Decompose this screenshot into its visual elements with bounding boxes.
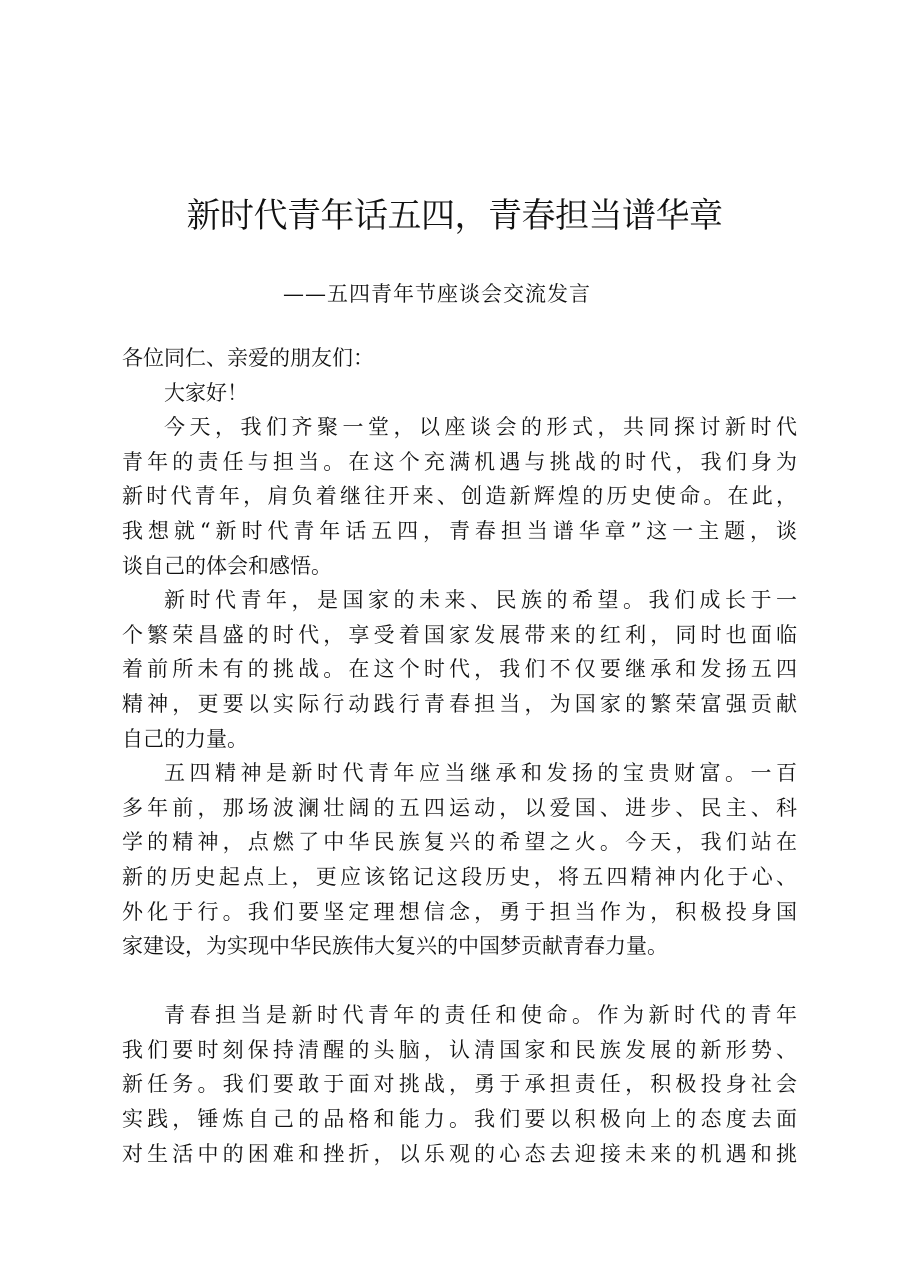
paragraph-line: 个繁荣昌盛的时代，享受着国家发展带来的红利，同时也面临 (122, 622, 797, 647)
paragraph-line: 青年的责任与担当。在这个充满机遇与挑战的时代，我们身为 (122, 449, 797, 474)
document-subtitle: ——五四青年节座谈会交流发言 (283, 282, 591, 306)
paragraph-line: 对生活中的困难和挫折，以乐观的心态去迎接未来的机遇和挑 (122, 1141, 797, 1166)
paragraph-line: 谈自己的体会和感悟。 (122, 553, 332, 578)
paragraph-line: 精神，更要以实际行动践行青春担当，为国家的繁荣富强贡献 (122, 691, 797, 716)
paragraph-line: 实践，锤炼自己的品格和能力。我们要以积极向上的态度去面 (122, 1107, 797, 1132)
document-body (122, 341, 797, 1171)
paragraph-line: 多年前，那场波澜壮阔的五四运动，以爱国、进步、民主、科 (122, 795, 797, 820)
paragraph-gap (122, 964, 797, 999)
paragraph-line: 新任务。我们要敢于面对挑战，勇于承担责任，积极投身社会 (122, 1072, 797, 1097)
paragraph-line: 我想就“新时代青年话五四，青春担当谱华章”这一主题，谈 (122, 518, 797, 543)
paragraph-line: 我们要时刻保持清醒的头脑，认清国家和民族发展的新形势、 (122, 1037, 797, 1062)
document-title: 新时代青年话五四，青春担当谱华章 (186, 196, 723, 236)
paragraph-line: 新的历史起点上，更应该铭记这段历史，将五四精神内化于心、 (122, 864, 797, 889)
greeting-line: 大家好！ (164, 380, 248, 405)
paragraph-line: 家建设，为实现中华民族伟大复兴的中国梦贡献青春力量。 (122, 934, 668, 959)
paragraph-line: 青春担当是新时代青年的责任和使命。作为新时代的青年 (164, 1003, 797, 1028)
paragraph-line: 新时代青年，是国家的未来、民族的希望。我们成长于一 (164, 588, 797, 613)
paragraph-line: 外化于行。我们要坚定理想信念，勇于担当作为，积极投身国 (122, 899, 797, 924)
salutation-line: 各位同仁、亲爱的朋友们： (122, 346, 374, 370)
paragraph-line: 自己的力量。 (122, 726, 248, 751)
paragraph-line: 新时代青年，肩负着继往开来、创造新辉煌的历史使命。在此， (122, 484, 797, 509)
paragraph-line: 今天，我们齐聚一堂，以座谈会的形式，共同探讨新时代 (164, 415, 797, 440)
paragraph-line: 学的精神，点燃了中华民族复兴的希望之火。今天，我们站在 (122, 830, 797, 855)
paragraph-line: 五四精神是新时代青年应当继承和发扬的宝贵财富。一百 (164, 761, 797, 786)
paragraph-line: 着前所未有的挑战。在这个时代，我们不仅要继承和发扬五四 (122, 657, 797, 682)
